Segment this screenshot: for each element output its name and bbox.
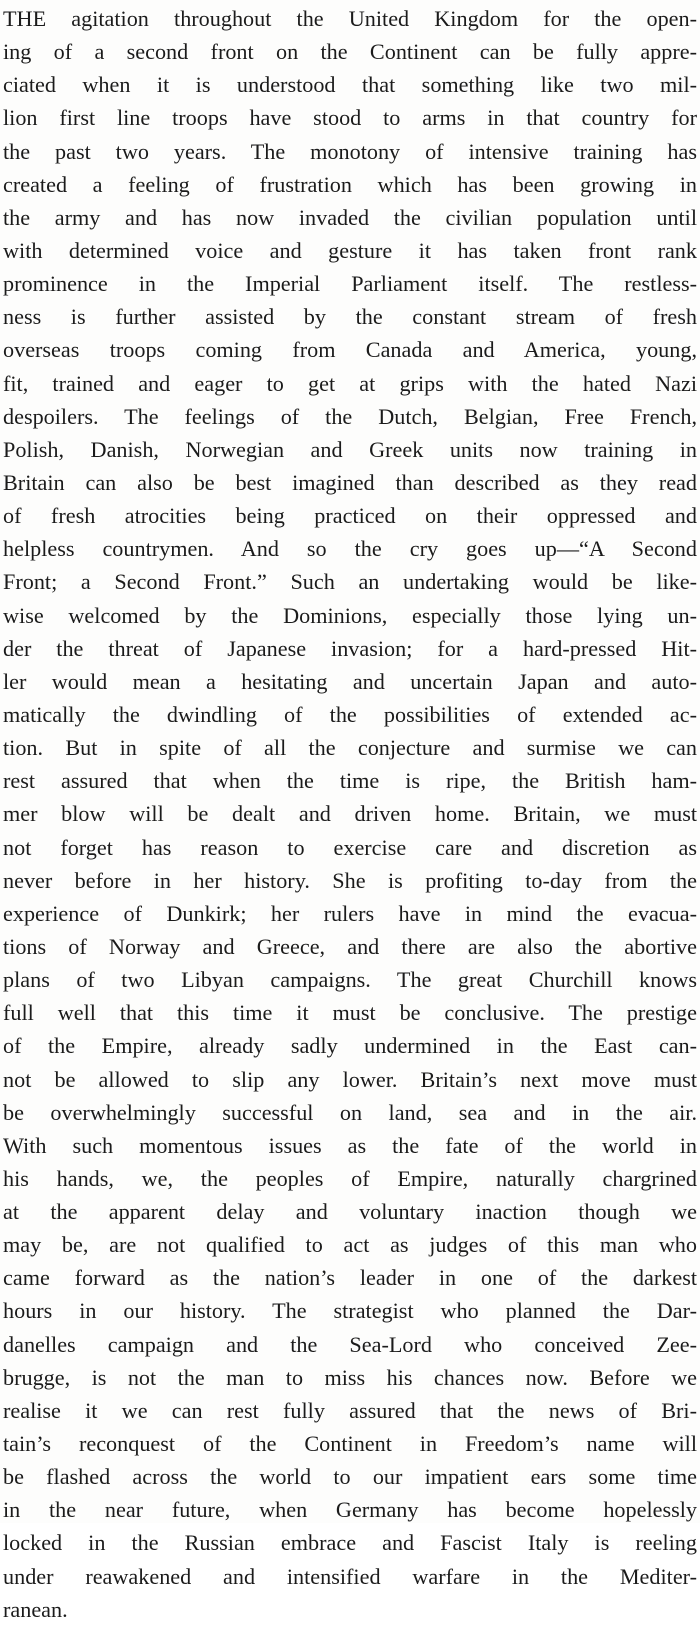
text-line: ciated when it is understood that something like two mil-: [3, 72, 697, 98]
text-line: ness is further assisted by the constant stream of fresh: [3, 304, 697, 330]
text-line: rest assured that when the time is ripe, the British ham-: [3, 768, 697, 794]
text-line: wise welcomed by the Dominions, especially those lying un-: [3, 602, 697, 628]
text-line: ler would mean a hesitating and uncertain Japan and auto-: [3, 668, 697, 694]
text-line: Polish, Danish, Norwegian and Greek units now training in: [3, 436, 697, 462]
text-line: created a feeling of frustration which has been growing in: [3, 171, 697, 197]
article-body: [3, 2, 697, 1626]
text-line: of fresh atrocities being practiced on their oppressed and: [3, 503, 697, 529]
text-line: With such momentous issues as the fate of the world in: [3, 1132, 697, 1158]
text-line: mer blow will be dealt and driven home. Britain, we must: [3, 801, 697, 827]
text-line-last: ranean.: [3, 1596, 68, 1622]
text-line: Front; a Second Front.” Such an undertaking would be like-: [3, 569, 697, 595]
text-line: at the apparent delay and voluntary inaction though we: [3, 1199, 697, 1225]
text-line: despoilers. The feelings of the Dutch, Belgian, Free French,: [3, 403, 697, 429]
text-line: matically the dwindling of the possibilities of extended ac-: [3, 701, 697, 727]
text-line: not be allowed to slip any lower. Britain’s next move must: [3, 1066, 697, 1092]
text-line: THE agitation throughout the United Kingdom for the open-: [3, 6, 697, 31]
text-line: in the near future, when Germany has become hopelessly: [3, 1497, 697, 1523]
text-line: realise it we can rest fully assured that the news of Bri-: [3, 1397, 697, 1423]
text-line: tions of Norway and Greece, and there are also the abortive: [3, 933, 697, 959]
text-line: never before in her history. She is profiting to-day from the: [3, 867, 697, 893]
text-line: overseas troops coming from Canada and America, young,: [3, 337, 697, 363]
text-line: may be, are not qualified to act as judges of this man who: [3, 1232, 697, 1258]
text-line: lion first line troops have stood to arms in that country for: [3, 105, 697, 131]
text-line: helpless countrymen. And so the cry goes up—“A Second: [3, 536, 697, 562]
text-line: the past two years. The monotony of intensive training has: [3, 138, 697, 164]
text-line: be overwhelmingly successful on land, sea and in the air.: [3, 1099, 697, 1125]
text-line: of the Empire, already sadly undermined in the East can-: [3, 1033, 697, 1059]
text-line: his hands, we, the peoples of Empire, naturally chargrined: [3, 1165, 697, 1191]
text-line: fit, trained and eager to get at grips with the hated Nazi: [3, 370, 697, 396]
text-line: plans of two Libyan campaigns. The great Churchill knows: [3, 967, 697, 993]
text-line: under reawakened and intensified warfare in the Mediter-: [3, 1563, 697, 1589]
text-line: not forget has reason to exercise care and discretion as: [3, 834, 697, 860]
text-line: der the threat of Japanese invasion; for a hard-pressed Hit-: [3, 635, 697, 661]
text-line: with determined voice and gesture it has taken front rank: [3, 237, 697, 263]
text-line: full well that this time it must be conclusive. The prestige: [3, 1000, 697, 1026]
text-line: the army and has now invaded the civilian population until: [3, 204, 697, 230]
text-line: Britain can also be best imagined than described as they read: [3, 469, 697, 495]
text-line: locked in the Russian embrace and Fascist Italy is reeling: [3, 1530, 697, 1556]
text-line: experience of Dunkirk; her rulers have in mind the evacua-: [3, 900, 697, 926]
text-line: came forward as the nation’s leader in one of the darkest: [3, 1265, 697, 1291]
text-line: danelles campaign and the Sea-Lord who conceived Zee-: [3, 1331, 697, 1357]
text-line: tion. But in spite of all the conjecture and surmise we can: [3, 735, 697, 761]
text-line: prominence in the Imperial Parliament itself. The restless-: [3, 271, 697, 297]
text-line: tain’s reconquest of the Continent in Freedom’s name will: [3, 1431, 697, 1457]
text-line: ing of a second front on the Continent can be fully appre-: [3, 39, 697, 65]
text-line: be flashed across the world to our impatient ears some time: [3, 1464, 697, 1490]
text-line: hours in our history. The strategist who planned the Dar-: [3, 1298, 697, 1324]
text-line: brugge, is not the man to miss his chances now. Before we: [3, 1364, 697, 1390]
